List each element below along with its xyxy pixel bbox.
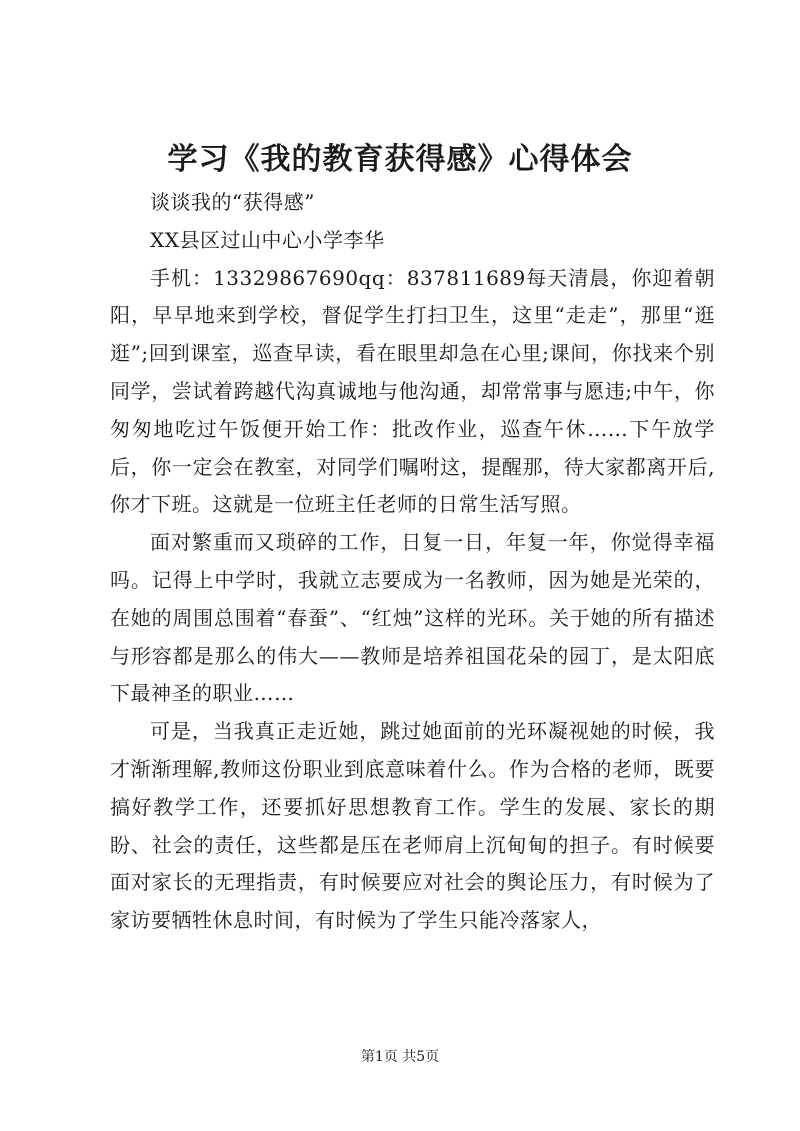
body-paragraph: 可是，当我真正走近她，跳过她面前的光环凝视她的时候，我才渐渐理解,教师这份职业到底意味着什么。作为合格的老师，既要搞好教学工作，还要抓好思想教育工作。学生的发展、家长的期盼、社会的责任，这些都是压在老师肩上沉甸甸的担子。有时候要面对家长的无理指责，有时候要应对社会的舆论压力，有时候为了家访要牺牲休息时间，有时候为了学生只能冷落家人， (110, 719, 715, 933)
document-title: 学习《我的教育获得感》心得体会 (167, 142, 633, 177)
subtitle-paragraph: 谈谈我的“获得感” (150, 190, 315, 214)
body-paragraph: 手机：13329867690qq：837811689每天清晨，你迎着朝阳，早早地来到学校，督促学生打扫卫生，这里“走走”，那里“逛逛”;回到课室，巡查早读，看在眼里却急在心里;课间，你找来个别同学，尝试着跨越代沟真诚地与他沟通，却常常事与愿违;中午，你匆匆地吃过午饭便开始工作：批改作业，巡查午休……下午放学后，你一定会在教室，对同学们嘱咐这，提醒那，待大家都离开后,你才下班。这就是一位班主任老师的日常生活写照。 (110, 265, 715, 517)
page-number-footer: 第1页 共5页 (360, 1049, 440, 1065)
body-paragraph: 面对繁重而又琐碎的工作，日复一日，年复一年，你觉得幸福吗。记得上中学时，我就立志要成为一名教师，因为她是光荣的，在她的周围总围着“春蚕”、“红烛”这样的光环。关于她的所有描述与形容都是那么的伟大——教师是培养祖国花朵的园丁，是太阳底下最神圣的职业…… (110, 530, 715, 706)
document-body (110, 184, 715, 940)
author-paragraph: XX县区过山中心小学李华 (150, 227, 385, 252)
